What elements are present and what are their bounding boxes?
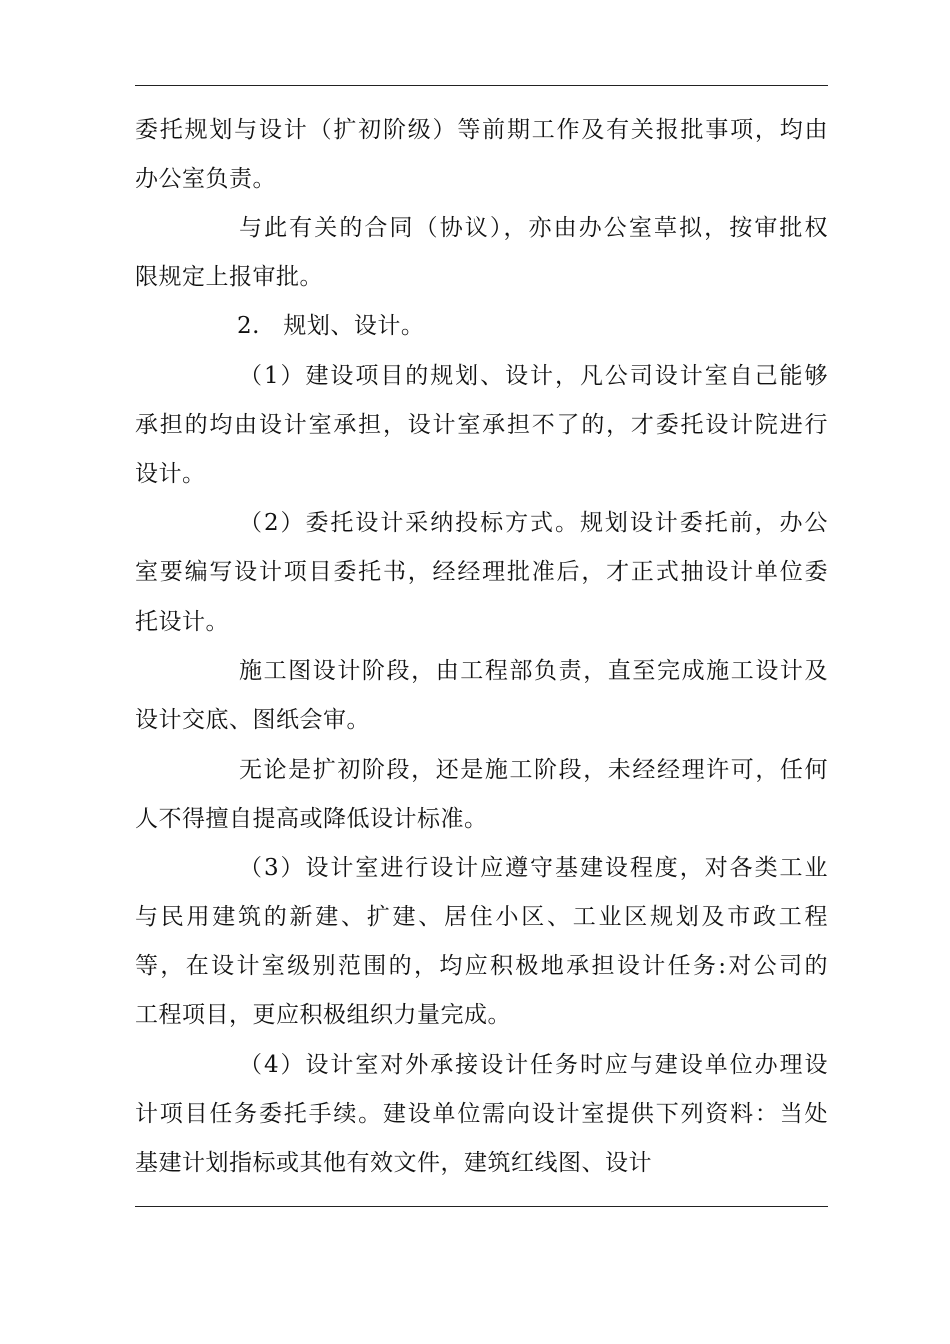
- paragraph-line: （1）建设项目的规划、设计，凡公司设计室自己能够: [239, 363, 828, 389]
- paragraph-line: 委托规划与设计（扩初阶级）等前期工作及有关报批事项，均由: [135, 117, 828, 143]
- paragraph-line: 与民用建筑的新建、扩建、居住小区、工业区规划及市政工程: [135, 904, 828, 930]
- paragraph-line: 承担的均由设计室承担，设计室承担不了的，才委托设计院进行: [135, 412, 828, 438]
- paragraph-line: 无论是扩初阶段，还是施工阶段，未经经理许可，任何: [239, 757, 828, 783]
- paragraph-line: 施工图设计阶段，由工程部负责，直至完成施工设计及: [239, 658, 828, 684]
- paragraph-line: 与此有关的合同（协议），亦由办公室草拟，按审批权: [239, 215, 828, 241]
- footer-rule: [135, 1206, 828, 1207]
- paragraph-line: （2）委托设计采纳投标方式。规划设计委托前，办公: [239, 510, 828, 536]
- paragraph-line: 限规定上报审批。: [135, 264, 323, 290]
- paragraph-line: （3）设计室进行设计应遵守基建设程度，对各类工业: [239, 855, 828, 881]
- paragraph-line: （4）设计室对外承接设计任务时应与建设单位办理设: [239, 1052, 828, 1078]
- paragraph-line: 设计交底、图纸会审。: [135, 707, 370, 733]
- paragraph-line: 办公室负责。: [135, 166, 276, 192]
- paragraph-line: 设计。: [135, 461, 206, 487]
- header-rule: [135, 85, 828, 86]
- paragraph-line: 计项目任务委托手续。建设单位需向设计室提供下列资料：当处: [135, 1101, 828, 1127]
- paragraph-line: 基建计划指标或其他有效文件，建筑红线图、设计: [135, 1150, 652, 1176]
- paragraph-line: 等，在设计室级别范围的，均应积极地承担设计任务:对公司的: [135, 953, 828, 979]
- paragraph-line: 工程项目，更应积极组织力量完成。: [135, 1002, 511, 1028]
- paragraph-line: 托设计。: [135, 609, 229, 635]
- paragraph-line: 人不得擅自提高或降低设计标准。: [135, 806, 488, 832]
- paragraph-line: 室要编写设计项目委托书，经经理批准后，才正式抽设计单位委: [135, 559, 828, 585]
- section-heading: 2. 规划、设计。: [237, 313, 425, 339]
